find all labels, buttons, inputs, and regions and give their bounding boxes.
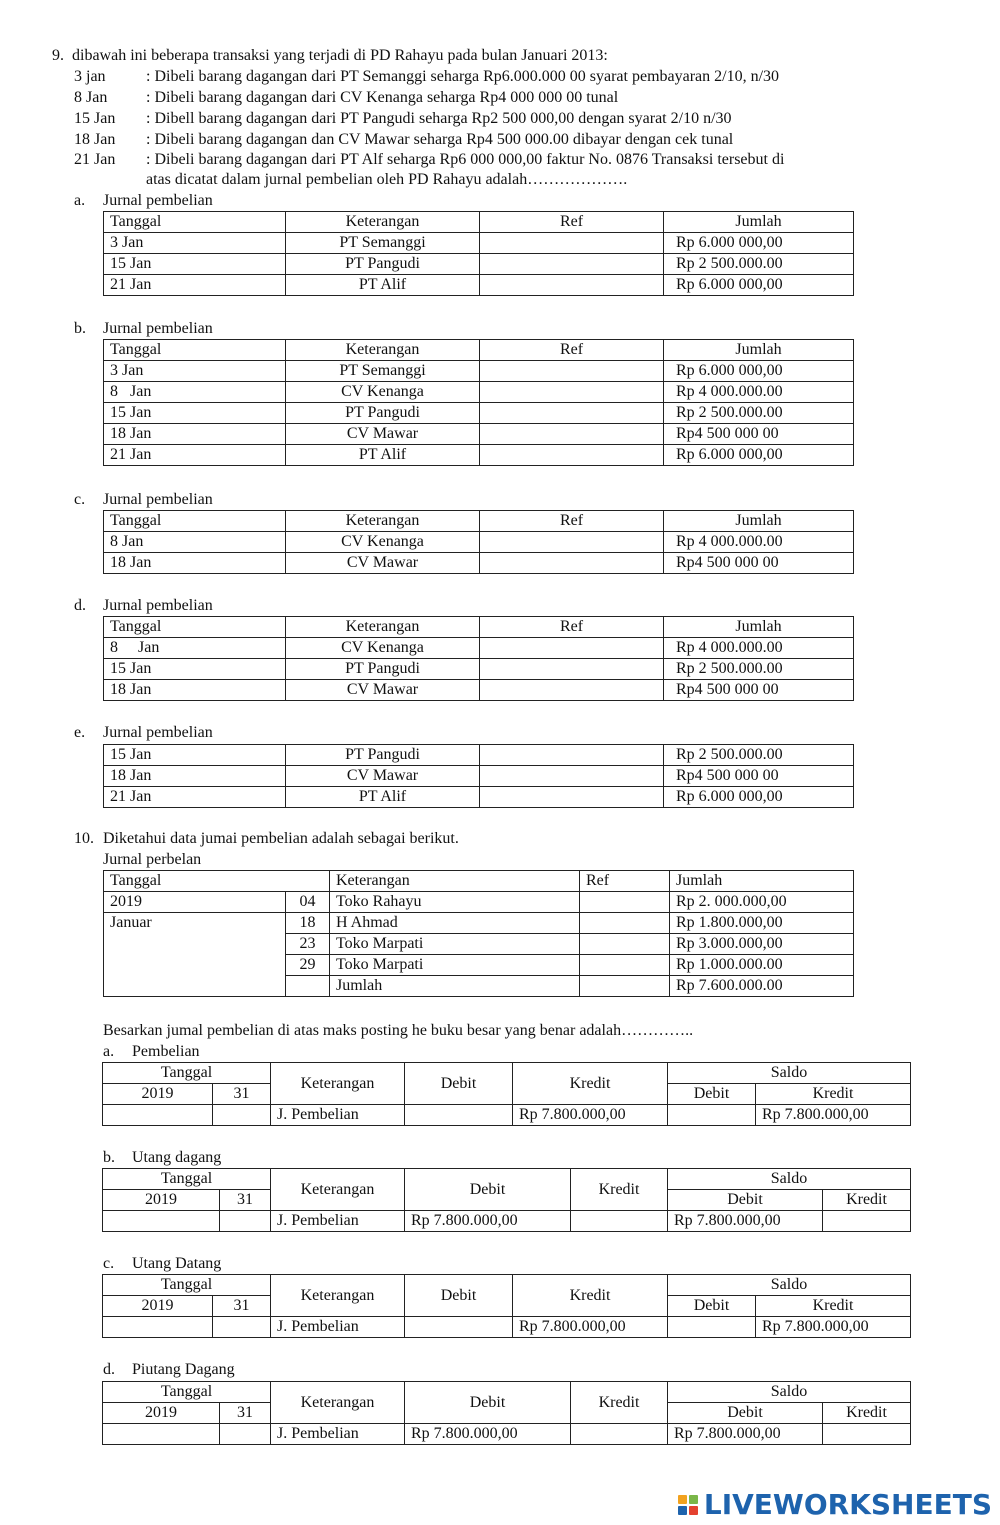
cell-keterangan: CV Kenanga bbox=[286, 532, 480, 553]
cell-ref bbox=[480, 275, 664, 296]
cell-day: 23 bbox=[286, 934, 330, 955]
ledger-d-title: Piutang Dagang bbox=[132, 1361, 235, 1378]
table-row bbox=[104, 445, 854, 466]
header-tanggal: Tanggal bbox=[104, 511, 286, 532]
table-row bbox=[104, 680, 854, 701]
option-b-title: Jurnal pembelian bbox=[103, 320, 213, 337]
cell-tanggal: 3 Jan bbox=[104, 233, 286, 254]
ledger-d-letter[interactable]: d. bbox=[103, 1361, 115, 1378]
cell-ref bbox=[480, 659, 664, 680]
cell-day bbox=[286, 976, 330, 997]
header-kredit: Kredit bbox=[513, 1063, 668, 1105]
cell-ref bbox=[480, 745, 664, 766]
header-jumlah: Jumlah bbox=[664, 212, 854, 233]
header-tanggal: Tanggal bbox=[104, 617, 286, 638]
table-row bbox=[104, 403, 854, 424]
cell-jumlah: Rp4 500 000 00 bbox=[664, 553, 854, 574]
cell-jumlah: Rp 6.000 000,00 bbox=[664, 445, 854, 466]
cell-blank bbox=[213, 1317, 271, 1338]
table-row bbox=[104, 361, 854, 382]
ledger-header-row bbox=[103, 1275, 911, 1296]
cell-jumlah: Rp 6.000 000,00 bbox=[664, 233, 854, 254]
cell-ref bbox=[480, 254, 664, 275]
header-ref: Ref bbox=[480, 617, 664, 638]
cell-keterangan: PT Semanggi bbox=[286, 233, 480, 254]
header-saldo: Saldo bbox=[668, 1275, 911, 1296]
cell-month bbox=[104, 976, 286, 997]
cell-jumlah: Rp 4 000.000.00 bbox=[664, 382, 854, 403]
cell-saldo-kredit bbox=[823, 1424, 911, 1445]
cell-blank bbox=[103, 1105, 213, 1126]
table-row bbox=[104, 382, 854, 403]
q10-journal-table bbox=[103, 870, 854, 997]
q10-question: Besarkan jumal pembelian di atas maks posting he buku besar yang benar adalah………….. bbox=[103, 1022, 694, 1039]
header-jumlah: Jumlah bbox=[670, 871, 854, 892]
cell-day: 04 bbox=[286, 892, 330, 913]
cell-blank bbox=[220, 1424, 271, 1445]
table-header-row bbox=[104, 212, 854, 233]
cell-keterangan: J. Pembelian bbox=[271, 1105, 405, 1126]
cell-blank bbox=[103, 1317, 213, 1338]
ledger-row bbox=[103, 1317, 911, 1338]
option-d-table bbox=[103, 616, 854, 701]
header-jumlah: Jumlah bbox=[664, 617, 854, 638]
cell-month: Januar bbox=[104, 913, 286, 934]
cell-jumlah: Rp 4 000.000.00 bbox=[664, 638, 854, 659]
option-b-letter[interactable]: b. bbox=[74, 320, 86, 337]
table-header-row bbox=[104, 340, 854, 361]
transaction-text: : Dibeli barang dagangan dari PT Semanggi seharga Rp6.000.000 00 syarat pembayaran 2/10, n/30 bbox=[146, 68, 780, 85]
ledger-b-title: Utang dagang bbox=[132, 1149, 222, 1166]
header-kredit: Kredit bbox=[571, 1169, 668, 1211]
cell-jumlah: Rp 6.000 000,00 bbox=[664, 361, 854, 382]
header-saldo-kredit: Kredit bbox=[823, 1190, 911, 1211]
cell-year: 2019 bbox=[103, 1403, 220, 1424]
header-keterangan: Keterangan bbox=[330, 871, 580, 892]
header-keterangan: Keterangan bbox=[271, 1275, 405, 1317]
cell-keterangan: Toko Rahayu bbox=[330, 892, 580, 913]
option-e-letter[interactable]: e. bbox=[74, 724, 86, 741]
cell-debit bbox=[405, 1317, 513, 1338]
cell-year: 2019 bbox=[103, 1190, 220, 1211]
cell-ref bbox=[480, 638, 664, 659]
cell-ref bbox=[580, 934, 670, 955]
cell-tanggal: 15 Jan bbox=[104, 745, 286, 766]
cell-jumlah: Rp 4 000.000.00 bbox=[664, 532, 854, 553]
header-tanggal: Tanggal bbox=[103, 1063, 271, 1084]
cell-jumlah: Rp 2 500.000.00 bbox=[664, 403, 854, 424]
transaction-date: 21 Jan bbox=[74, 151, 116, 168]
header-saldo: Saldo bbox=[668, 1169, 911, 1190]
cell-ref bbox=[580, 913, 670, 934]
transaction-date: 18 Jan bbox=[74, 131, 116, 148]
header-tanggal: Tanggal bbox=[103, 1275, 271, 1296]
cell-tanggal: 15 Jan bbox=[104, 659, 286, 680]
ledger-row bbox=[103, 1105, 911, 1126]
ledger-b-table bbox=[102, 1168, 911, 1232]
cell-tanggal: 8 Jan bbox=[104, 382, 286, 403]
cell-tanggal: 15 Jan bbox=[104, 254, 286, 275]
table-header-row bbox=[104, 871, 854, 892]
cell-tanggal: 18 Jan bbox=[104, 553, 286, 574]
cell-ref bbox=[480, 445, 664, 466]
cell-kredit: Rp 7.800.000,00 bbox=[513, 1105, 668, 1126]
cell-saldo-debit: Rp 7.800.000,00 bbox=[668, 1424, 823, 1445]
cell-keterangan: CV Mawar bbox=[286, 680, 480, 701]
ledger-a-table bbox=[102, 1062, 911, 1126]
cell-saldo-kredit bbox=[823, 1211, 911, 1232]
table-row bbox=[104, 254, 854, 275]
cell-tanggal: 18 Jan bbox=[104, 680, 286, 701]
cell-jumlah: Rp 2 500.000.00 bbox=[664, 659, 854, 680]
cell-keterangan: Toko Marpati bbox=[330, 955, 580, 976]
transaction-date: 15 Jan bbox=[74, 110, 116, 127]
cell-ref bbox=[580, 955, 670, 976]
cell-day: 31 bbox=[220, 1190, 271, 1211]
option-c-title: Jurnal pembelian bbox=[103, 491, 213, 508]
ledger-header-row bbox=[103, 1169, 911, 1190]
header-ref: Ref bbox=[480, 212, 664, 233]
cell-keterangan: Toko Marpati bbox=[330, 934, 580, 955]
cell-jumlah: Rp 2 500.000.00 bbox=[664, 745, 854, 766]
cell-ref bbox=[480, 361, 664, 382]
header-saldo-debit: Debit bbox=[668, 1190, 823, 1211]
cell-jumlah: Rp 7.600.000.00 bbox=[670, 976, 854, 997]
cell-debit: Rp 7.800.000,00 bbox=[405, 1424, 571, 1445]
header-keterangan: Keterangan bbox=[271, 1063, 405, 1105]
cell-tanggal: 21 Jan bbox=[104, 787, 286, 808]
option-e-title: Jurnal pembelian bbox=[103, 724, 213, 741]
table-row bbox=[104, 424, 854, 445]
table-row bbox=[104, 553, 854, 574]
cell-ref bbox=[480, 680, 664, 701]
cell-ref bbox=[480, 403, 664, 424]
q10-intro: Diketahui data jumai pembelian adalah sebagai berikut. bbox=[103, 830, 459, 847]
cell-saldo-debit bbox=[668, 1105, 756, 1126]
ledger-header-row bbox=[103, 1063, 911, 1084]
transaction-continuation: atas dicatat dalam jurnal pembelian oleh PD Rahayu adalah………………. bbox=[146, 171, 628, 188]
header-saldo-debit: Debit bbox=[668, 1296, 756, 1317]
cell-ref bbox=[480, 787, 664, 808]
cell-keterangan: CV Mawar bbox=[286, 766, 480, 787]
cell-month: 2019 bbox=[104, 892, 286, 913]
ledger-header-row bbox=[103, 1382, 911, 1403]
cell-keterangan: PT Pangudi bbox=[286, 403, 480, 424]
table-row bbox=[104, 766, 854, 787]
cell-blank bbox=[213, 1105, 271, 1126]
ledger-a-letter[interactable]: a. bbox=[103, 1043, 115, 1060]
transaction-date: 3 jan bbox=[74, 68, 106, 85]
cell-year: 2019 bbox=[103, 1084, 213, 1105]
cell-ref bbox=[580, 892, 670, 913]
table-row bbox=[104, 659, 854, 680]
option-e-table bbox=[103, 744, 854, 808]
option-a-letter[interactable]: a. bbox=[74, 192, 86, 209]
header-ref: Ref bbox=[580, 871, 670, 892]
q10-number: 10. bbox=[74, 830, 94, 847]
watermark-text: LIVEWORKSHEETS bbox=[703, 1488, 992, 1521]
header-saldo-kredit: Kredit bbox=[756, 1084, 911, 1105]
cell-day: 29 bbox=[286, 955, 330, 976]
header-saldo: Saldo bbox=[668, 1382, 911, 1403]
cell-ref bbox=[480, 424, 664, 445]
cell-keterangan: PT Alif bbox=[286, 445, 480, 466]
table-row bbox=[104, 787, 854, 808]
option-a-title: Jurnal pembelian bbox=[103, 192, 213, 209]
table-row bbox=[104, 913, 854, 934]
transaction-text: : Dibeli barang dagangan dan CV Mawar seharga Rp4 500 000.00 dibayar dengan cek tunal bbox=[146, 131, 734, 148]
cell-month bbox=[104, 934, 286, 955]
cell-tanggal: 15 Jan bbox=[104, 403, 286, 424]
header-tanggal: Tanggal bbox=[103, 1382, 271, 1403]
table-total-row bbox=[104, 976, 854, 997]
table-row bbox=[104, 233, 854, 254]
cell-ref bbox=[480, 553, 664, 574]
cell-keterangan: PT Alif bbox=[286, 787, 480, 808]
cell-jumlah: Rp 6.000 000,00 bbox=[664, 275, 854, 296]
cell-keterangan: Jumlah bbox=[330, 976, 580, 997]
cell-keterangan: CV Mawar bbox=[286, 553, 480, 574]
cell-jumlah: Rp 6.000 000,00 bbox=[664, 787, 854, 808]
header-saldo: Saldo bbox=[668, 1063, 911, 1084]
header-jumlah: Jumlah bbox=[664, 340, 854, 361]
liveworksheets-logo-icon bbox=[678, 1495, 698, 1515]
cell-jumlah: Rp 2 500.000.00 bbox=[664, 254, 854, 275]
ledger-b-letter[interactable]: b. bbox=[103, 1149, 115, 1166]
cell-debit: Rp 7.800.000,00 bbox=[405, 1211, 571, 1232]
header-tanggal: Tanggal bbox=[104, 871, 330, 892]
ledger-row bbox=[103, 1211, 911, 1232]
cell-kredit bbox=[571, 1211, 668, 1232]
cell-day: 31 bbox=[213, 1296, 271, 1317]
cell-keterangan: J. Pembelian bbox=[271, 1317, 405, 1338]
cell-keterangan: PT Pangudi bbox=[286, 745, 480, 766]
header-saldo-debit: Debit bbox=[668, 1403, 823, 1424]
q9-intro: dibawah ini beberapa transaksi yang terjadi di PD Rahayu pada bulan Januari 2013: bbox=[72, 47, 608, 64]
option-c-table bbox=[103, 510, 854, 574]
cell-year: 2019 bbox=[103, 1296, 213, 1317]
transaction-text: : Dibeli barang dagangan dari CV Kenanga seharga Rp4 000 000 00 tunal bbox=[146, 89, 619, 106]
cell-tanggal: 3 Jan bbox=[104, 361, 286, 382]
cell-ref bbox=[480, 233, 664, 254]
transaction-date: 8 Jan bbox=[74, 89, 108, 106]
cell-keterangan: CV Kenanga bbox=[286, 638, 480, 659]
ledger-d-table bbox=[102, 1381, 911, 1445]
cell-kredit bbox=[571, 1424, 668, 1445]
cell-blank bbox=[220, 1211, 271, 1232]
header-keterangan: Keterangan bbox=[286, 212, 480, 233]
cell-ref bbox=[480, 532, 664, 553]
header-debit: Debit bbox=[405, 1275, 513, 1317]
option-d-title: Jurnal pembelian bbox=[103, 597, 213, 614]
cell-jumlah: Rp4 500 000 00 bbox=[664, 766, 854, 787]
cell-saldo-kredit: Rp 7.800.000,00 bbox=[756, 1105, 911, 1126]
liveworksheets-watermark bbox=[678, 1488, 992, 1521]
cell-tanggal: 8 Jan bbox=[104, 638, 286, 659]
header-jumlah: Jumlah bbox=[664, 511, 854, 532]
header-tanggal: Tanggal bbox=[103, 1169, 271, 1190]
option-b-table bbox=[103, 339, 854, 466]
cell-blank bbox=[103, 1424, 220, 1445]
cell-kredit: Rp 7.800.000,00 bbox=[513, 1317, 668, 1338]
cell-blank bbox=[103, 1211, 220, 1232]
cell-keterangan: PT Pangudi bbox=[286, 659, 480, 680]
transaction-text: : Dibell barang dagangan dari PT Pangudi seharga Rp2 500 000,00 dengan syarat 2/10 n/30 bbox=[146, 110, 732, 127]
ledger-c-table bbox=[102, 1274, 911, 1338]
table-row bbox=[104, 532, 854, 553]
header-ref: Ref bbox=[480, 340, 664, 361]
option-a-table bbox=[103, 211, 854, 296]
header-saldo-kredit: Kredit bbox=[756, 1296, 911, 1317]
cell-saldo-debit bbox=[668, 1317, 756, 1338]
cell-tanggal: 8 Jan bbox=[104, 532, 286, 553]
cell-day: 31 bbox=[220, 1403, 271, 1424]
cell-keterangan: PT Alif bbox=[286, 275, 480, 296]
table-row bbox=[104, 934, 854, 955]
table-row bbox=[104, 955, 854, 976]
header-debit: Debit bbox=[405, 1169, 571, 1211]
cell-keterangan: J. Pembelian bbox=[271, 1424, 405, 1445]
ledger-c-title: Utang Datang bbox=[132, 1255, 222, 1272]
cell-saldo-kredit: Rp 7.800.000,00 bbox=[756, 1317, 911, 1338]
cell-keterangan: H Ahmad bbox=[330, 913, 580, 934]
cell-month bbox=[104, 955, 286, 976]
header-keterangan: Keterangan bbox=[286, 340, 480, 361]
table-row bbox=[104, 275, 854, 296]
header-keterangan: Keterangan bbox=[271, 1382, 405, 1424]
cell-tanggal: 21 Jan bbox=[104, 445, 286, 466]
header-saldo-kredit: Kredit bbox=[823, 1403, 911, 1424]
table-row bbox=[104, 638, 854, 659]
cell-day: 18 bbox=[286, 913, 330, 934]
cell-saldo-debit: Rp 7.800.000,00 bbox=[668, 1211, 823, 1232]
ledger-row bbox=[103, 1424, 911, 1445]
ledger-a-title: Pembelian bbox=[132, 1043, 200, 1060]
option-d-letter[interactable]: d. bbox=[74, 597, 86, 614]
cell-tanggal: 18 Jan bbox=[104, 766, 286, 787]
table-row bbox=[104, 745, 854, 766]
cell-keterangan: CV Kenanga bbox=[286, 382, 480, 403]
header-tanggal: Tanggal bbox=[104, 340, 286, 361]
q9-number: 9. bbox=[52, 47, 64, 64]
header-kredit: Kredit bbox=[513, 1275, 668, 1317]
header-keterangan: Keterangan bbox=[286, 511, 480, 532]
cell-ref bbox=[580, 976, 670, 997]
cell-debit bbox=[405, 1105, 513, 1126]
cell-keterangan: J. Pembelian bbox=[271, 1211, 405, 1232]
option-c-letter[interactable]: c. bbox=[74, 491, 86, 508]
table-row bbox=[104, 892, 854, 913]
header-saldo-debit: Debit bbox=[668, 1084, 756, 1105]
cell-tanggal: 21 Jan bbox=[104, 275, 286, 296]
header-keterangan: Keterangan bbox=[271, 1169, 405, 1211]
cell-keterangan: PT Pangudi bbox=[286, 254, 480, 275]
header-keterangan: Keterangan bbox=[286, 617, 480, 638]
cell-ref bbox=[480, 766, 664, 787]
cell-day: 31 bbox=[213, 1084, 271, 1105]
cell-jumlah: Rp 1.000.000.00 bbox=[670, 955, 854, 976]
cell-jumlah: Rp 2. 000.000,00 bbox=[670, 892, 854, 913]
ledger-c-letter[interactable]: c. bbox=[103, 1255, 115, 1272]
cell-tanggal: 18 Jan bbox=[104, 424, 286, 445]
transaction-text: : Dibeli barang dagangan dari PT Alf seharga Rp6 000 000,00 faktur No. 0876 Transaksi tersebut di bbox=[146, 151, 785, 168]
cell-jumlah: Rp 3.000.000,00 bbox=[670, 934, 854, 955]
cell-keterangan: PT Semanggi bbox=[286, 361, 480, 382]
cell-jumlah: Rp4 500 000 00 bbox=[664, 424, 854, 445]
header-tanggal: Tanggal bbox=[104, 212, 286, 233]
cell-jumlah: Rp 1.800.000,00 bbox=[670, 913, 854, 934]
table-header-row bbox=[104, 617, 854, 638]
header-kredit: Kredit bbox=[571, 1382, 668, 1424]
cell-ref bbox=[480, 382, 664, 403]
cell-keterangan: CV Mawar bbox=[286, 424, 480, 445]
header-debit: Debit bbox=[405, 1063, 513, 1105]
q10-journal-title: Jurnal perbelan bbox=[103, 851, 202, 868]
header-ref: Ref bbox=[480, 511, 664, 532]
cell-jumlah: Rp4 500 000 00 bbox=[664, 680, 854, 701]
table-header-row bbox=[104, 511, 854, 532]
header-debit: Debit bbox=[405, 1382, 571, 1424]
